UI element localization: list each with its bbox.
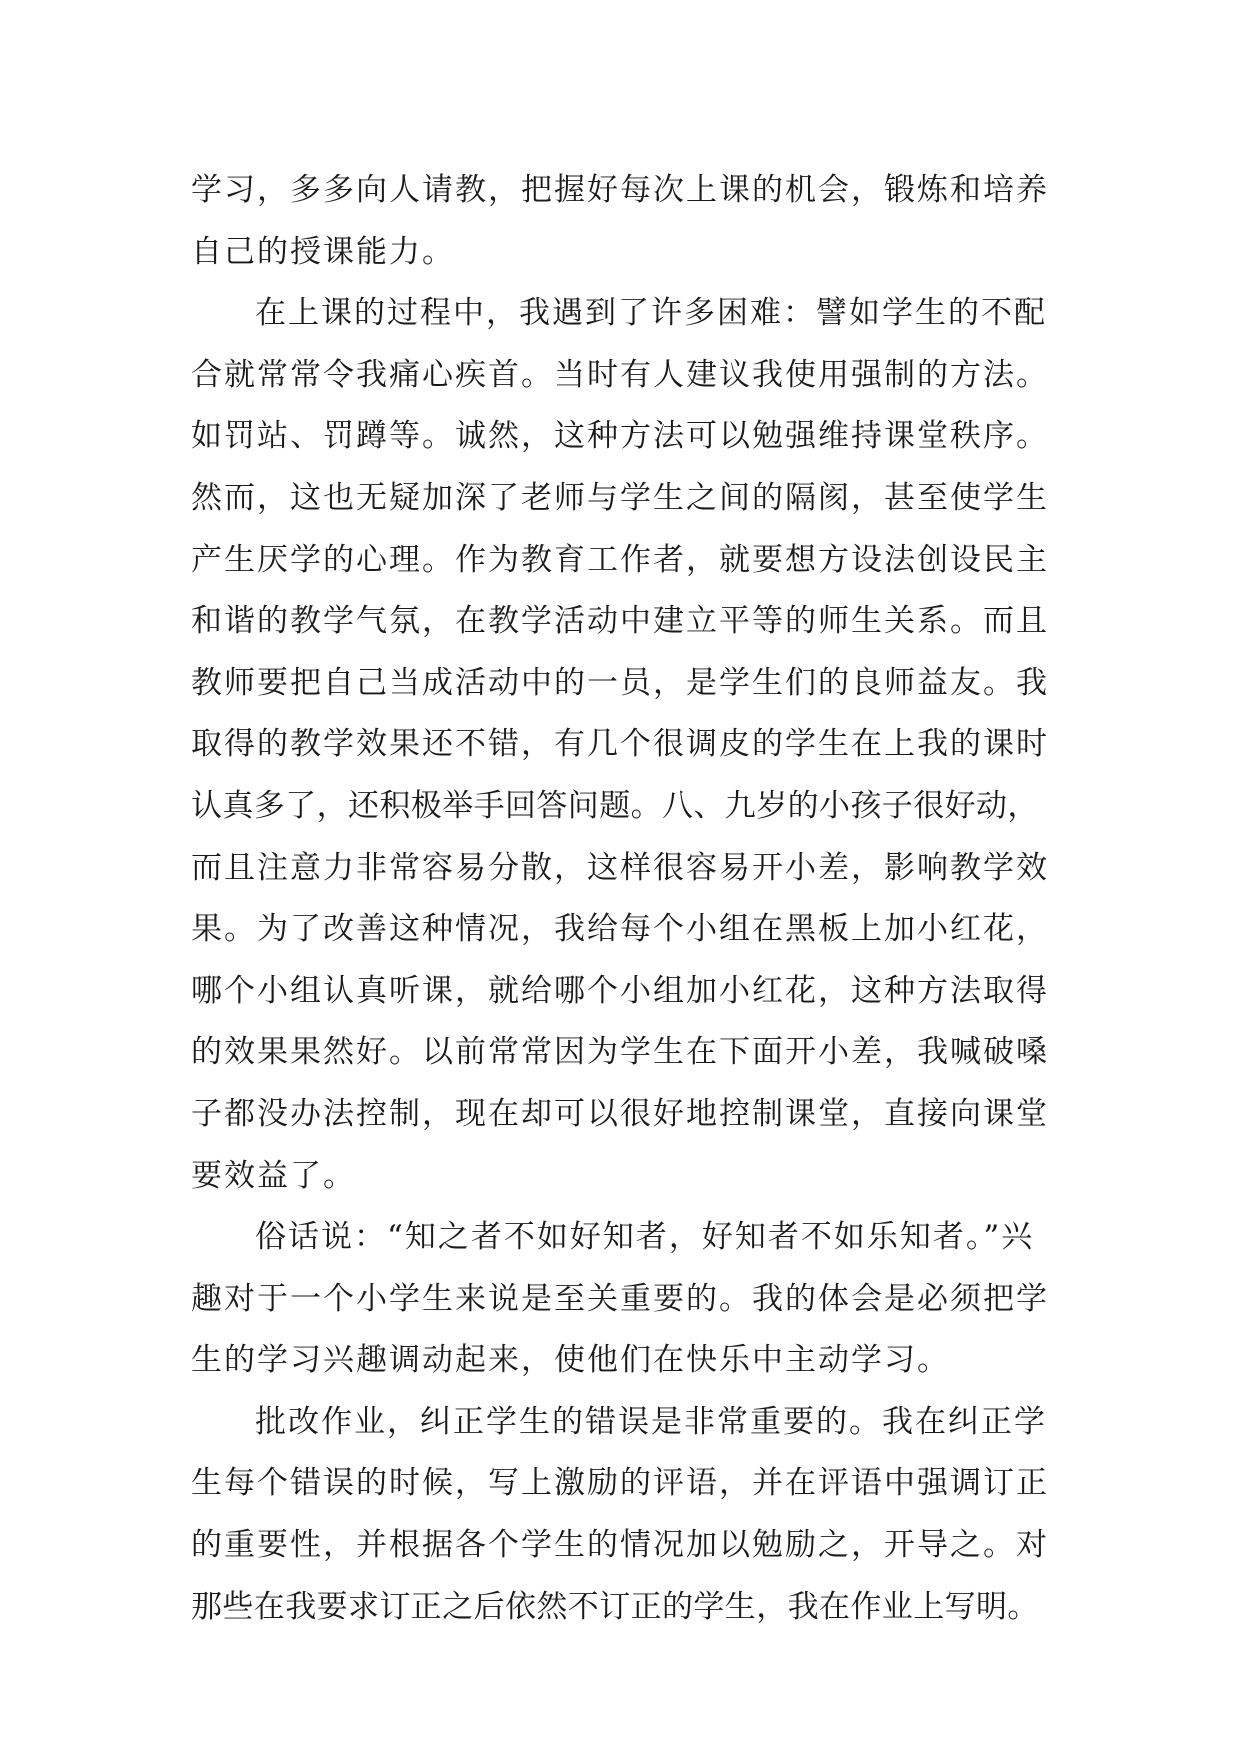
text-line: 教师要把自己当成活动中的一员，是学生们的良师益友。我 (191, 664, 1049, 701)
text-line: 俗话说：“知之者不如好知者，好知者不如乐知者。”兴 (255, 1219, 1035, 1256)
text-line: 批改作业，纠正学生的错误是非常重要的。我在纠正学 (255, 1403, 1047, 1440)
text-line: 的重要性，并根据各个学生的情况加以勉励之，开导之。对 (191, 1527, 1049, 1564)
text-line: 自己的授课能力。 (191, 233, 455, 270)
text-line: 合就常常令我痛心疾首。当时有人建议我使用强制的方法。 (191, 356, 1049, 393)
text-line: 生的学习兴趣调动起来，使他们在快乐中主动学习。 (191, 1342, 950, 1379)
text-line: 取得的教学效果还不错，有几个很调皮的学生在上我的课时 (191, 726, 1049, 763)
text-line: 而且注意力非常容易分散，这样很容易开小差，影响教学效 (191, 849, 1049, 886)
text-line: 趣对于一个小学生来说是至关重要的。我的体会是必须把学 (191, 1280, 1049, 1317)
text-line: 要效益了。 (191, 1157, 356, 1194)
text-line: 果。为了改善这种情况，我给每个小组在黑板上加小红花， (191, 911, 1049, 948)
text-line: 的效果果然好。以前常常因为学生在下面开小差，我喊破嗓 (191, 1034, 1049, 1071)
text-line: 哪个小组认真听课，就给哪个小组加小红花，这种方法取得 (191, 972, 1049, 1009)
text-line: 在上课的过程中，我遇到了许多困难：譬如学生的不配 (255, 295, 1047, 332)
text-line: 生每个错误的时候，写上激励的评语，并在评语中强调订正 (191, 1465, 1049, 1502)
text-line: 那些在我要求订正之后依然不订正的学生，我在作业上写明。 (191, 1588, 1039, 1625)
text-line: 如罚站、罚蹲等。诚然，这种方法可以勉强维持课堂秩序。 (191, 418, 1049, 455)
text-line: 学习，多多向人请教，把握好每次上课的机会，锻炼和培养 (191, 172, 1049, 208)
text-line: 然而，这也无疑加深了老师与学生之间的隔阂，甚至使学生 (191, 479, 1049, 516)
text-line: 和谐的教学气氛，在教学活动中建立平等的师生关系。而且 (191, 603, 1049, 640)
body-text (191, 160, 1051, 1638)
text-line: 产生厌学的心理。作为教育工作者，就要想方设法创设民主 (191, 541, 1049, 578)
text-line: 认真多了，还积极举手回答问题。八、九岁的小孩子很好动， (191, 787, 1039, 824)
text-line: 子都没办法控制，现在却可以很好地控制课堂，直接向课堂 (191, 1095, 1049, 1132)
